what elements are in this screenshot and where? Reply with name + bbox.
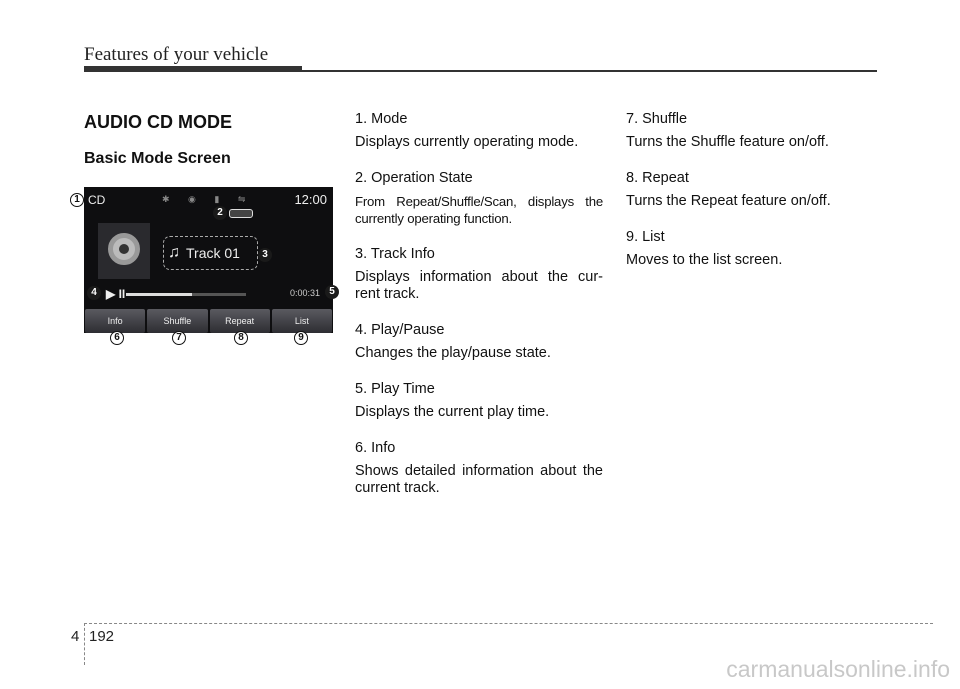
section-number: 4 — [71, 628, 80, 645]
music-note-icon: ♫ — [168, 244, 180, 261]
item-title: 5. Play Time — [355, 381, 435, 397]
item-list — [626, 229, 874, 269]
item-desc: Turns the Repeat feature on/off. — [626, 193, 831, 209]
callout-2: 2 — [213, 206, 227, 220]
item-play-time — [355, 381, 603, 421]
item-repeat — [626, 170, 874, 210]
item-desc: From Repeat/Shuffle/Scan, displays the currently operating function. — [355, 194, 603, 226]
item-desc: Turns the Shuffle feature on/off. — [626, 134, 829, 150]
status-icons: ✱ ◉ ▮ ⇋ — [162, 194, 254, 204]
shuffle-button[interactable]: Shuffle — [147, 309, 207, 333]
callout-4: 4 — [87, 286, 101, 300]
item-desc: Shows detailed information about the current track. — [355, 463, 603, 496]
item-title: 6. Info — [355, 440, 396, 456]
callout-1: 1 — [70, 193, 84, 207]
cd-disc-icon — [108, 233, 140, 265]
page-number: 192 — [89, 628, 115, 645]
description-column-middle — [355, 111, 603, 516]
item-title: 4. Play/Pause — [355, 322, 445, 338]
item-title: 2. Operation State — [355, 170, 473, 186]
callout-7: 7 — [172, 331, 186, 345]
callout-6: 6 — [110, 331, 124, 345]
item-desc: Changes the play/pause state. — [355, 345, 551, 361]
item-shuffle — [626, 111, 874, 151]
play-pause-icon[interactable]: ▶ II — [106, 287, 126, 301]
watermark: carmanualsonline.info — [726, 656, 950, 682]
section-subtitle: Basic Mode Screen — [84, 150, 231, 167]
track-name: Track 01 — [186, 245, 240, 261]
callout-5: 5 — [325, 285, 339, 299]
item-operation-state — [355, 170, 603, 227]
footer-divider — [84, 623, 85, 665]
button-bar — [84, 309, 333, 333]
footer-rule — [84, 623, 933, 624]
header-rule-thin — [302, 70, 877, 72]
info-button[interactable]: Info — [85, 309, 145, 333]
repeat-button[interactable]: Repeat — [210, 309, 270, 333]
callout-8: 8 — [234, 331, 248, 345]
item-desc: Displays the current play time. — [355, 404, 550, 420]
progress-bar[interactable] — [126, 293, 246, 296]
section-title: AUDIO CD MODE — [84, 112, 232, 132]
item-title: 1. Mode — [355, 111, 408, 127]
item-play-pause — [355, 322, 603, 362]
item-info — [355, 440, 603, 497]
item-title: 8. Repeat — [626, 170, 689, 186]
item-desc: Moves to the list screen. — [626, 252, 783, 268]
audio-cd-screen — [84, 187, 333, 333]
progress-fill — [126, 293, 192, 296]
play-time: 0:00:31 — [290, 288, 321, 298]
item-mode — [355, 111, 603, 151]
mode-label: CD — [88, 193, 106, 207]
item-title: 3. Track Info — [355, 246, 435, 262]
description-column-right — [626, 111, 874, 288]
header-rule-thick — [84, 66, 302, 72]
header-title: Features of your vehicle — [84, 44, 269, 65]
clock: 12:00 — [294, 192, 327, 207]
item-title: 7. Shuffle — [626, 111, 688, 127]
item-desc: Displays information about the cur-rent track. — [355, 269, 603, 302]
operation-state-icon — [229, 209, 253, 218]
item-track-info — [355, 246, 603, 303]
list-button[interactable]: List — [272, 309, 332, 333]
item-title: 9. List — [626, 229, 665, 245]
callout-9: 9 — [294, 331, 308, 345]
callout-3: 3 — [258, 248, 272, 262]
item-desc: Displays currently operating mode. — [355, 134, 579, 150]
